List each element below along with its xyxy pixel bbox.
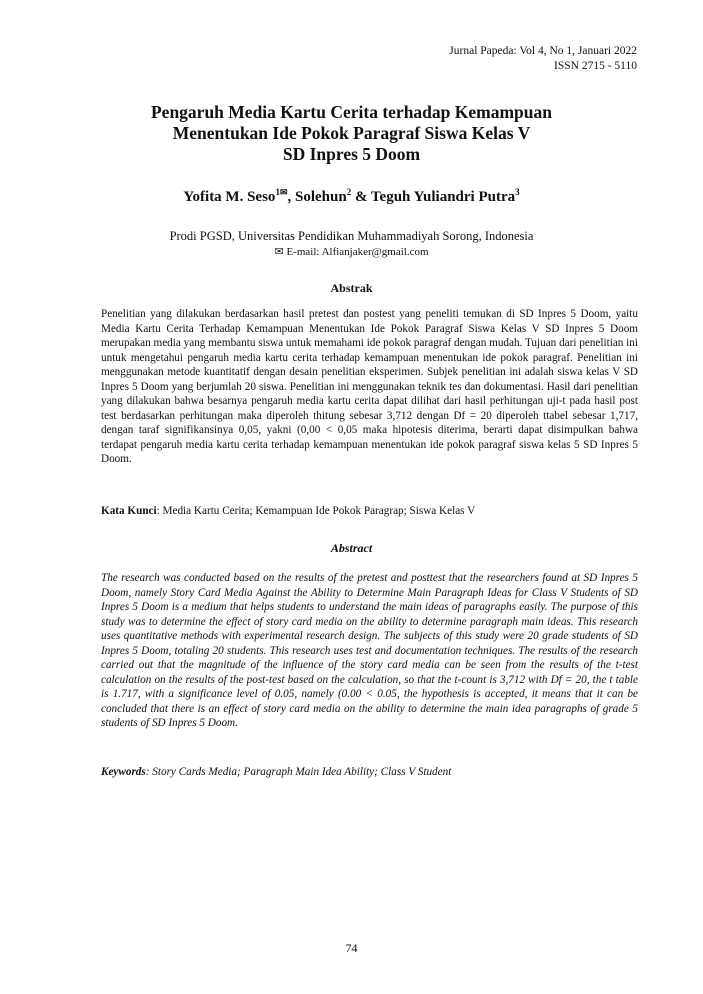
author-2-marker: 2: [346, 187, 352, 197]
paper-title: [0, 102, 703, 165]
keywords-values: : Story Cards Media; Paragraph Main Idea Ability; Class V Student: [145, 766, 452, 778]
keywords-label: Keywords: [101, 766, 146, 778]
author-3-marker: 3: [515, 187, 520, 197]
email-line: [0, 245, 703, 258]
envelope-icon: ✉: [274, 246, 284, 258]
kata-kunci-values: : Media Kartu Cerita; Kemampuan Ide Pokok Paragrap; Siswa Kelas V: [156, 505, 476, 517]
author-list: [0, 187, 703, 206]
running-header: [449, 44, 637, 73]
kata-kunci-label: Kata Kunci: [101, 505, 157, 517]
kata-kunci: [101, 505, 638, 517]
issn: ISSN 2715 - 5110: [554, 59, 637, 72]
author-1: Yofita M. Seso: [183, 189, 276, 205]
title-line-1: Pengaruh Media Kartu Cerita terhadap Kemampuan: [150, 102, 553, 122]
abstrak-heading: Abstrak: [330, 281, 373, 295]
abstrak-body: Penelitian yang dilakukan berdasarkan hasil pretest dan postest yang peneliti temukan di SD Inpres 5 Doom, yaitu Media Kartu Cerita Terhadap Kemampuan Menentukan Ide Pokok Paragraf Siswa Kelas V SD Inpres 5 Doom merupakan media yang membantu siswa untuk memahami ide pokok paragraf dengan mudah. Tujuan dari penelitian ini untuk mengetahui pengaruh media kartu cerita terhadap kemampuan menentukan ide pokok paragraf. Penelitian ini menggunakan metode kuantitatif dengan desain penelitian eksperimen. Subjek penelitian ini adalah siswa kelas V SD Inpres 5 Doom yang berjumlah 20 siswa. Penelitian ini menggunakan teknik tes dan dokumentasi. Hasil dari penelitian yang dilakukan bahwa besarnya pengaruh media kartu cerita dapat dilihat dari hasil perhitungan uji-t pada hasil post test berdasarkan perhitungan maka diperoleh thitung sebesar 3,712 dengan Df = 20 diperoleh ttabel sebesar 1,717, dengan taraf signifikansinya 0,05, yakni (0,00 < 0,05 maka hipotesis diterima, berarti dapat disimpulkan bahwa terdapat pengaruh media kartu cerita terhadap kemampuan menentukan ide pokok paragraf siswa kelas 5 SD Inpres 5 Doom.: [101, 308, 638, 465]
journal-info: Jurnal Papeda: Vol 4, No 1, Januari 2022: [449, 45, 637, 57]
affiliation: Prodi PGSD, Universitas Pendidikan Muhammadiyah Sorong, Indonesia: [169, 229, 534, 243]
title-line-3: SD Inpres 5 Doom: [282, 144, 421, 164]
title-line-2: Menentukan Ide Pokok Paragraf Siswa Kelas V: [172, 123, 531, 143]
author-3: Teguh Yuliandri Putra: [370, 189, 516, 205]
author-separator: &: [351, 189, 371, 205]
author-separator: ,: [287, 189, 295, 205]
author-2: Solehun: [294, 189, 347, 205]
abstract-body: The research was conducted based on the results of the pretest and posttest that the researchers found at SD Inpres 5 Doom, namely Story Card Media Against the Ability to Determine Main Paragraph Ideas for Class V Students of SD Inpres 5 Doom is a medium that helps students to understand the main ideas of paragraphs easily. The purpose of this study was to determine the effect of story card media on the ability to determine paragraph main ideas. This research uses quantitative methods with experimental research design. The subjects of this study were 20 grade students of SD Inpres 5 Doom, totaling 20 students. This research uses test and documentation techniques. The results of the research carried out that the magnitude of the influence of the story card media can be seen from the results of the t-test calculation on the results of the post-test based on the calculation, so that the t-count is 3,712 with Df = 20, the t table is 1.717, with a significance level of 0.05, namely (0.00 < 0.05, the hypothesis is accepted, it means that it can be concluded that there is an effect of story card media on the ability to determine the main idea paragraphs of grade 5 students of SD Inpres 5 Doom.: [101, 572, 638, 729]
page-number: 74: [345, 941, 358, 955]
keywords: [101, 766, 638, 778]
abstract-heading: Abstract: [330, 541, 373, 555]
author-1-marker: 1✉: [275, 187, 288, 197]
email-address: E-mail: Alfianjaker@gmail.com: [283, 246, 429, 258]
